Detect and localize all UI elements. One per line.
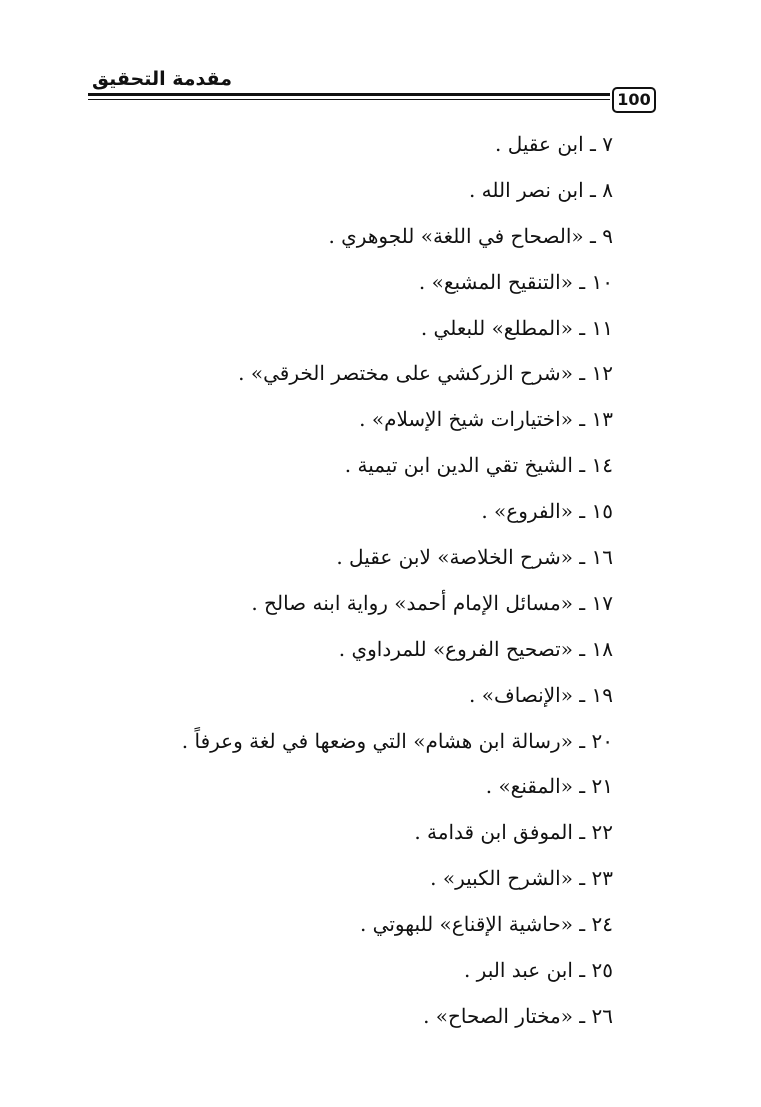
item-number: ٧ bbox=[602, 132, 613, 156]
list-item: ٢٥ ـ ابن عبد البر . bbox=[463, 958, 613, 983]
item-text: ابن عقيل . bbox=[495, 132, 584, 156]
item-text: «شرح الزركشي على مختصر الخرقي» . bbox=[238, 361, 573, 386]
item-text: «اختيارات شيخ الإسلام» . bbox=[359, 407, 573, 432]
list-item: ٨ ـ ابن نصر الله . bbox=[468, 177, 613, 202]
item-number: ٢٥ bbox=[591, 958, 613, 983]
list-item: ٢٤ ـ «حاشية الإقناع» للبهوتي . bbox=[359, 912, 613, 937]
item-text: «التنقيح المشبع» . bbox=[418, 269, 573, 294]
item-text: الشيخ تقي الدين ابن تيمية . bbox=[344, 453, 573, 478]
list-item: ١١ ـ «المطلع» للبعلي . bbox=[420, 315, 613, 340]
list-item: ٧ ـ ابن عقيل . bbox=[495, 132, 613, 156]
item-number: ١٩ bbox=[591, 682, 613, 707]
item-text: «الفروع» . bbox=[481, 499, 573, 524]
item-text: «مسائل الإمام أحمد» رواية ابنه صالح . bbox=[251, 590, 573, 615]
list-item: ٢٦ ـ «مختار الصحاح» . bbox=[423, 1003, 613, 1028]
item-number: ٢١ bbox=[591, 774, 613, 799]
reference-list bbox=[181, 128, 613, 1046]
item-number: ٢٢ bbox=[591, 820, 613, 845]
item-text: «المقنع» . bbox=[485, 774, 573, 799]
item-text: ابن عبد البر . bbox=[463, 958, 573, 983]
header-rule-thin bbox=[88, 99, 610, 100]
page-number: 100 bbox=[612, 87, 656, 113]
list-item: ١٣ ـ «اختيارات شيخ الإسلام» . bbox=[359, 407, 613, 432]
item-number: ١٠ bbox=[591, 269, 613, 294]
list-item: ١٥ ـ «الفروع» . bbox=[481, 499, 613, 524]
list-item: ٢١ ـ «المقنع» . bbox=[485, 774, 613, 799]
list-item: ١٩ ـ «الإنصاف» . bbox=[469, 682, 613, 707]
item-text: «الشرح الكبير» . bbox=[430, 866, 573, 891]
item-text: «شرح الخلاصة» لابن عقيل . bbox=[336, 545, 573, 570]
list-item: ١٦ ـ «شرح الخلاصة» لابن عقيل . bbox=[336, 545, 613, 570]
item-text: «تصحيح الفروع» للمرداوي . bbox=[338, 636, 573, 661]
item-text: «المطلع» للبعلي . bbox=[420, 315, 573, 340]
item-number: ١٨ bbox=[591, 636, 613, 661]
item-text: الموفق ابن قدامة . bbox=[414, 820, 573, 845]
item-number: ١٥ bbox=[591, 499, 613, 524]
item-number: ١٦ bbox=[591, 545, 613, 570]
list-item: ١٧ ـ «مسائل الإمام أحمد» رواية ابنه صالح . bbox=[251, 590, 613, 615]
list-item: ٢٢ ـ الموفق ابن قدامة . bbox=[414, 820, 613, 845]
list-item: ١٠ ـ «التنقيح المشبع» . bbox=[418, 269, 613, 294]
running-header bbox=[88, 60, 654, 120]
list-item: ٢٠ ـ «رسالة ابن هشام» التي وضعها في لغة وعرفاً . bbox=[181, 728, 613, 753]
item-text: «رسالة ابن هشام» التي وضعها في لغة وعرفاً . bbox=[181, 728, 573, 753]
list-item: ١٨ ـ «تصحيح الفروع» للمرداوي . bbox=[338, 636, 613, 661]
header-title: مقدمة التحقيق bbox=[92, 68, 232, 90]
list-item: ١٢ ـ «شرح الزركشي على مختصر الخرقي» . bbox=[238, 361, 613, 386]
item-number: ٩ bbox=[602, 223, 613, 248]
item-number: ١٣ bbox=[591, 407, 613, 432]
item-number: ٢٤ bbox=[591, 912, 613, 937]
item-text: «الصحاح في اللغة» للجوهري . bbox=[328, 223, 584, 248]
item-number: ١١ bbox=[591, 315, 613, 340]
list-item: ٩ ـ «الصحاح في اللغة» للجوهري . bbox=[328, 223, 613, 248]
item-number: ١٢ bbox=[591, 361, 613, 386]
item-text: ابن نصر الله . bbox=[468, 177, 584, 202]
item-number: ٢٦ bbox=[591, 1003, 613, 1028]
list-item: ١٤ ـ الشيخ تقي الدين ابن تيمية . bbox=[344, 453, 613, 478]
item-number: ٨ bbox=[602, 177, 613, 202]
item-number: ٢٠ bbox=[591, 728, 613, 753]
item-number: ٢٣ bbox=[591, 866, 613, 891]
list-item: ٢٣ ـ «الشرح الكبير» . bbox=[430, 866, 613, 891]
item-number: ١٤ bbox=[591, 453, 613, 478]
item-text: «حاشية الإقناع» للبهوتي . bbox=[359, 912, 573, 937]
item-number: ١٧ bbox=[591, 590, 613, 615]
header-rule-thick bbox=[88, 93, 610, 96]
item-text: «الإنصاف» . bbox=[469, 682, 573, 707]
item-text: «مختار الصحاح» . bbox=[423, 1003, 573, 1028]
